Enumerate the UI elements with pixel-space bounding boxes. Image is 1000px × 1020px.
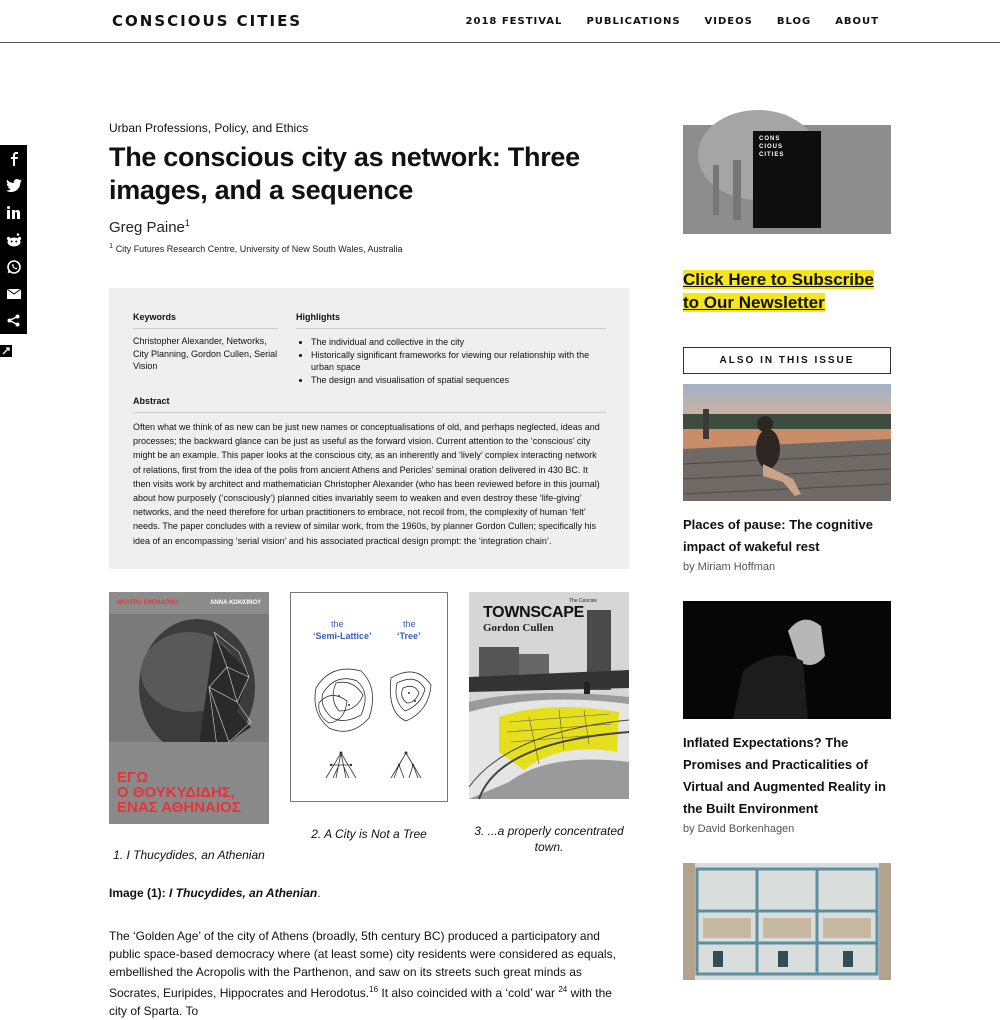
affiliation-text: City Futures Research Centre, University of New South Wales, Australia [115,244,403,254]
image-label-suffix: . [317,886,321,900]
image-label [109,886,321,900]
also-in-this-issue-heading: ALSO IN THIS ISSUE [683,347,891,374]
twitter-icon[interactable] [0,172,27,199]
poster-title-line3: ΕΝΑΣ ΑΘΗΝΑΙΟΣ [117,799,241,816]
keywords-text: Christopher Alexander, Networks, City Planning, Gordon Cullen, Serial Vision [133,336,278,371]
main-nav [442,16,879,27]
townscape-title: TOWNSCAPE [483,604,585,621]
poster-title-line1: ΕΓΩ [117,769,149,786]
article-title: The conscious city as network: Three images, and a sequence [109,142,580,205]
cover-title-line1: CONS [759,136,781,142]
footnote-ref-24[interactable]: 24 [558,985,568,994]
semilattice-the: the [331,619,344,629]
highlight-item: • Historically significant frameworks for viewing our relationship with the urban space [311,349,611,374]
tree-label: ‘Tree’ [397,631,421,641]
author-name: Greg Paine [109,219,185,236]
footnote-ref-16[interactable]: 16 [369,985,379,994]
subscribe-text: Click Here to Subscribe to Our Newsletter [683,270,874,312]
figure-city-not-tree[interactable] [290,592,448,802]
affiliation-mark: 1 [109,241,114,250]
article-author [109,218,190,236]
nav-festival[interactable]: 2018 FESTIVAL [465,16,563,27]
social-share-bar [0,145,27,334]
cover-title-line2: CIOUS [759,144,784,150]
poster-title [117,770,267,815]
nav-videos[interactable]: VIDEOS [704,16,753,27]
linkedin-icon[interactable] [0,199,27,226]
cover-title [759,135,784,159]
whatsapp-icon[interactable] [0,253,27,280]
author-affiliation-mark: 1 [184,218,190,228]
journal-cover-image[interactable] [683,125,891,234]
body-text-part1: The ‘Golden Age’ of the city of Athens (broadly, 5th century BC) produced a participatory and public space-based democracy where (at least some) city residents were considered as equals, embellished the Acropolis with the Parthenon, and saw on its streets such great minds as Socrates, Euripides, Hippocrates and Herodotus. [109,929,616,1000]
abstract-heading: Abstract [133,396,606,413]
email-icon[interactable] [0,280,27,307]
image-label-prefix: Image (1): [109,886,170,900]
highlights-heading: Highlights [296,312,606,329]
highlight-item: • The design and visualisation of spatial sequences [311,374,611,387]
card-3-image[interactable] [683,863,891,980]
townscape-author: Gordon Cullen [483,622,554,634]
poster-author-label: ΑΝΝΑ ΚΟΚΚΙΝΟΥ [210,600,261,606]
newsletter-subscribe-link[interactable] [683,268,893,314]
share-icon[interactable] [0,307,27,334]
townscape-small-label: The Concise [569,598,598,604]
highlight-item: • The individual and collective in the city [311,336,611,349]
abstract-box [109,288,629,569]
figure-townscape-cover[interactable] [469,592,629,799]
facebook-icon[interactable] [0,145,27,172]
card-2-title[interactable]: Inflated Expectations? The Promises and Practicalities of Virtual and Augmented Reality in the Built Environment [683,735,886,816]
body-text-part2: It also coincided with a ‘cold’ war [378,986,559,1000]
article-category[interactable]: Urban Professions, Policy, and Ethics [109,121,309,135]
card-2-image[interactable] [683,601,891,719]
nav-about[interactable]: ABOUT [835,16,879,27]
abstract-text: Often what we think of as new can be just new names or conceptualisations of old, and perhaps neglected, ideas and processes; the backward glance can be just as useful as the forward vision. Current attention to the ‘conscious’ city might be an example. This paper looks at the conscious city, as an inherently and ‘lively’ complex interacting network of relations, first from the idea of the polis from ancient Athens and Pericles’ seminal oration delivered in 430 BC. It then visits work by architect and mathematician Christopher Alexander (who has been reviewed before in this journal) about how purposely (‘consciously’) planned cities invariably seem to weaken and even destroy these ‘life-giving’ networks, and the need therefore for urban practitioners to embrace, not recoil from, the complexity of human ‘felt’ needs. The paper concludes with a review of similar work, from the 1960s, by planner Gordon Cullen; specifically his idea of an encompassing ‘serial vision’ and his associated practical design prompt: the ‘integration chain’. [133,422,600,546]
cover-title-line3: CITIES [759,152,785,158]
article-body-paragraph [109,927,629,1020]
author-affiliation [109,241,402,254]
card-2-author: by David Borkenhagen [683,823,795,835]
figure-3-caption: 3. ...a properly concentrated town. [474,824,624,854]
nav-publications[interactable]: PUBLICATIONS [586,16,681,27]
poster-title-line2: Ο ΘΟΥΚΥΔΙΔΗΣ, [117,784,235,801]
figure-thucydides-poster[interactable] [109,592,269,824]
site-logo[interactable]: CONSCIOUS CITIES [112,12,303,30]
body-text-part3: with the city of Sparta. To [109,986,612,1018]
card-1-title[interactable]: Places of pause: The cognitive impact of wakeful rest [683,517,873,554]
highlights-list [311,336,611,386]
reddit-icon[interactable] [0,226,27,253]
hide-share-bar-icon[interactable] [0,345,12,357]
top-nav-bar [0,0,1000,43]
figure-2-caption: 2. A City is Not a Tree [311,827,427,841]
semilattice-label: ‘Semi-Lattice’ [313,631,372,641]
image-label-title: I Thucydides, an Athenian [169,886,318,900]
card-1-author: by Miriam Hoffman [683,561,776,573]
nav-blog[interactable]: BLOG [776,16,812,27]
poster-theatre-label: ΘΕΑΤΡΟ ΣΦΕΝΔΟΝΗ [117,600,178,606]
keywords-heading: Keywords [133,312,278,329]
card-1-image[interactable] [683,384,891,501]
figure-1-caption: 1. I Thucydides, an Athenian [113,848,265,862]
tree-the: the [403,619,416,629]
